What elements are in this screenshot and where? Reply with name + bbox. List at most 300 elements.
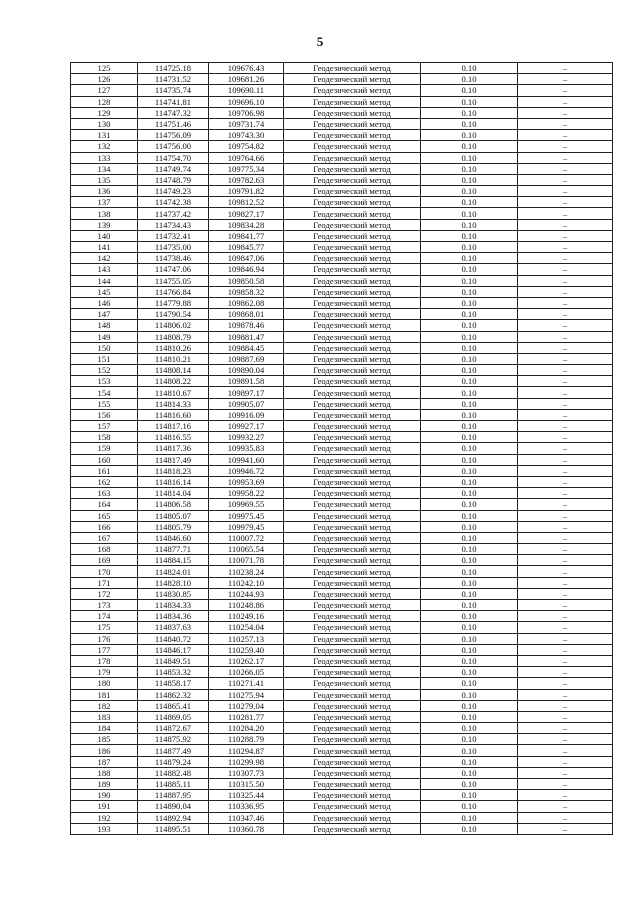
description-cell: – bbox=[518, 320, 613, 331]
accuracy-cell: 0.10 bbox=[421, 264, 518, 275]
table-row bbox=[71, 421, 613, 432]
x-coordinate-cell: 114756.00 bbox=[138, 141, 209, 152]
accuracy-cell: 0.10 bbox=[421, 387, 518, 398]
y-coordinate-cell: 110275.94 bbox=[209, 689, 284, 700]
table-row bbox=[71, 107, 613, 118]
point-number-cell: 165 bbox=[71, 510, 138, 521]
y-coordinate-cell: 109969.55 bbox=[209, 499, 284, 510]
accuracy-cell: 0.10 bbox=[421, 611, 518, 622]
method-cell: Геодезический метод bbox=[284, 711, 421, 722]
accuracy-cell: 0.10 bbox=[421, 756, 518, 767]
method-cell: Геодезический метод bbox=[284, 432, 421, 443]
method-cell: Геодезический метод bbox=[284, 242, 421, 253]
accuracy-cell: 0.10 bbox=[421, 655, 518, 666]
accuracy-cell: 0.10 bbox=[421, 242, 518, 253]
description-cell: – bbox=[518, 555, 613, 566]
y-coordinate-cell: 110248.86 bbox=[209, 600, 284, 611]
table-row bbox=[71, 432, 613, 443]
x-coordinate-cell: 114742.38 bbox=[138, 197, 209, 208]
description-cell: – bbox=[518, 353, 613, 364]
x-coordinate-cell: 114877.71 bbox=[138, 544, 209, 555]
point-number-cell: 148 bbox=[71, 320, 138, 331]
point-number-cell: 133 bbox=[71, 152, 138, 163]
description-cell: – bbox=[518, 779, 613, 790]
accuracy-cell: 0.10 bbox=[421, 96, 518, 107]
y-coordinate-cell: 109775.34 bbox=[209, 163, 284, 174]
description-cell: – bbox=[518, 476, 613, 487]
x-coordinate-cell: 114756.09 bbox=[138, 130, 209, 141]
x-coordinate-cell: 114853.32 bbox=[138, 667, 209, 678]
accuracy-cell: 0.10 bbox=[421, 622, 518, 633]
table-row bbox=[71, 745, 613, 756]
y-coordinate-cell: 109881.47 bbox=[209, 331, 284, 342]
description-cell: – bbox=[518, 186, 613, 197]
description-cell: – bbox=[518, 286, 613, 297]
method-cell: Геодезический метод bbox=[284, 152, 421, 163]
y-coordinate-cell: 110257.13 bbox=[209, 633, 284, 644]
description-cell: – bbox=[518, 756, 613, 767]
method-cell: Геодезический метод bbox=[284, 342, 421, 353]
table-row bbox=[71, 242, 613, 253]
x-coordinate-cell: 114810.21 bbox=[138, 353, 209, 364]
method-cell: Геодезический метод bbox=[284, 689, 421, 700]
point-number-cell: 160 bbox=[71, 454, 138, 465]
point-number-cell: 178 bbox=[71, 655, 138, 666]
y-coordinate-cell: 109935.83 bbox=[209, 443, 284, 454]
x-coordinate-cell: 114738.46 bbox=[138, 253, 209, 264]
x-coordinate-cell: 114806.02 bbox=[138, 320, 209, 331]
point-number-cell: 163 bbox=[71, 488, 138, 499]
point-number-cell: 184 bbox=[71, 723, 138, 734]
method-cell: Геодезический метод bbox=[284, 297, 421, 308]
point-number-cell: 147 bbox=[71, 309, 138, 320]
x-coordinate-cell: 114814.04 bbox=[138, 488, 209, 499]
point-number-cell: 129 bbox=[71, 107, 138, 118]
x-coordinate-cell: 114887.95 bbox=[138, 790, 209, 801]
method-cell: Геодезический метод bbox=[284, 700, 421, 711]
x-coordinate-cell: 114895.51 bbox=[138, 823, 209, 834]
x-coordinate-cell: 114846.17 bbox=[138, 644, 209, 655]
x-coordinate-cell: 114748.79 bbox=[138, 174, 209, 185]
accuracy-cell: 0.10 bbox=[421, 443, 518, 454]
accuracy-cell: 0.10 bbox=[421, 823, 518, 834]
x-coordinate-cell: 114885.11 bbox=[138, 779, 209, 790]
y-coordinate-cell: 109916.09 bbox=[209, 409, 284, 420]
x-coordinate-cell: 114808.14 bbox=[138, 365, 209, 376]
x-coordinate-cell: 114882.48 bbox=[138, 767, 209, 778]
table-row bbox=[71, 611, 613, 622]
point-number-cell: 192 bbox=[71, 812, 138, 823]
accuracy-cell: 0.10 bbox=[421, 163, 518, 174]
accuracy-cell: 0.10 bbox=[421, 141, 518, 152]
x-coordinate-cell: 114817.16 bbox=[138, 421, 209, 432]
method-cell: Геодезический метод bbox=[284, 812, 421, 823]
point-number-cell: 152 bbox=[71, 365, 138, 376]
accuracy-cell: 0.10 bbox=[421, 600, 518, 611]
y-coordinate-cell: 109731.74 bbox=[209, 118, 284, 129]
description-cell: – bbox=[518, 63, 613, 74]
method-cell: Геодезический метод bbox=[284, 532, 421, 543]
table-row bbox=[71, 465, 613, 476]
method-cell: Геодезический метод bbox=[284, 767, 421, 778]
y-coordinate-cell: 110347.46 bbox=[209, 812, 284, 823]
description-cell: – bbox=[518, 242, 613, 253]
accuracy-cell: 0.10 bbox=[421, 488, 518, 499]
method-cell: Геодезический метод bbox=[284, 600, 421, 611]
table-row bbox=[71, 532, 613, 543]
table-row bbox=[71, 130, 613, 141]
table-row bbox=[71, 767, 613, 778]
point-number-cell: 159 bbox=[71, 443, 138, 454]
description-cell: – bbox=[518, 454, 613, 465]
point-number-cell: 138 bbox=[71, 208, 138, 219]
point-number-cell: 179 bbox=[71, 667, 138, 678]
table-row bbox=[71, 644, 613, 655]
point-number-cell: 187 bbox=[71, 756, 138, 767]
accuracy-cell: 0.10 bbox=[421, 74, 518, 85]
description-cell: – bbox=[518, 488, 613, 499]
table-row bbox=[71, 678, 613, 689]
point-number-cell: 190 bbox=[71, 790, 138, 801]
point-number-cell: 176 bbox=[71, 633, 138, 644]
accuracy-cell: 0.10 bbox=[421, 331, 518, 342]
description-cell: – bbox=[518, 801, 613, 812]
method-cell: Геодезический метод bbox=[284, 331, 421, 342]
accuracy-cell: 0.10 bbox=[421, 320, 518, 331]
description-cell: – bbox=[518, 264, 613, 275]
x-coordinate-cell: 114805.07 bbox=[138, 510, 209, 521]
description-cell: – bbox=[518, 622, 613, 633]
point-number-cell: 132 bbox=[71, 141, 138, 152]
accuracy-cell: 0.10 bbox=[421, 745, 518, 756]
method-cell: Геодезический метод bbox=[284, 633, 421, 644]
table-row bbox=[71, 141, 613, 152]
accuracy-cell: 0.10 bbox=[421, 376, 518, 387]
description-cell: – bbox=[518, 230, 613, 241]
accuracy-cell: 0.10 bbox=[421, 588, 518, 599]
point-number-cell: 139 bbox=[71, 219, 138, 230]
description-cell: – bbox=[518, 465, 613, 476]
y-coordinate-cell: 110266.05 bbox=[209, 667, 284, 678]
x-coordinate-cell: 114810.26 bbox=[138, 342, 209, 353]
y-coordinate-cell: 110238.24 bbox=[209, 566, 284, 577]
table-row bbox=[71, 655, 613, 666]
y-coordinate-cell: 109696.10 bbox=[209, 96, 284, 107]
y-coordinate-cell: 109681.26 bbox=[209, 74, 284, 85]
accuracy-cell: 0.10 bbox=[421, 297, 518, 308]
x-coordinate-cell: 114817.36 bbox=[138, 443, 209, 454]
description-cell: – bbox=[518, 74, 613, 85]
table-row bbox=[71, 555, 613, 566]
method-cell: Геодезический метод bbox=[284, 74, 421, 85]
description-cell: – bbox=[518, 823, 613, 834]
method-cell: Геодезический метод bbox=[284, 219, 421, 230]
y-coordinate-cell: 110242.10 bbox=[209, 577, 284, 588]
accuracy-cell: 0.10 bbox=[421, 253, 518, 264]
description-cell: – bbox=[518, 197, 613, 208]
description-cell: – bbox=[518, 432, 613, 443]
y-coordinate-cell: 109932.27 bbox=[209, 432, 284, 443]
x-coordinate-cell: 114840.72 bbox=[138, 633, 209, 644]
description-cell: – bbox=[518, 577, 613, 588]
accuracy-cell: 0.10 bbox=[421, 342, 518, 353]
table-row bbox=[71, 544, 613, 555]
method-cell: Геодезический метод bbox=[284, 790, 421, 801]
y-coordinate-cell: 109850.58 bbox=[209, 275, 284, 286]
x-coordinate-cell: 114814.33 bbox=[138, 398, 209, 409]
description-cell: – bbox=[518, 566, 613, 577]
accuracy-cell: 0.10 bbox=[421, 678, 518, 689]
y-coordinate-cell: 110360.78 bbox=[209, 823, 284, 834]
description-cell: – bbox=[518, 600, 613, 611]
x-coordinate-cell: 114731.52 bbox=[138, 74, 209, 85]
accuracy-cell: 0.10 bbox=[421, 118, 518, 129]
x-coordinate-cell: 114869.05 bbox=[138, 711, 209, 722]
y-coordinate-cell: 109791.82 bbox=[209, 186, 284, 197]
y-coordinate-cell: 109690.11 bbox=[209, 85, 284, 96]
point-number-cell: 182 bbox=[71, 700, 138, 711]
table-row bbox=[71, 521, 613, 532]
table-row bbox=[71, 566, 613, 577]
y-coordinate-cell: 109975.45 bbox=[209, 510, 284, 521]
y-coordinate-cell: 110254.04 bbox=[209, 622, 284, 633]
method-cell: Геодезический метод bbox=[284, 387, 421, 398]
y-coordinate-cell: 109858.32 bbox=[209, 286, 284, 297]
point-number-cell: 161 bbox=[71, 465, 138, 476]
x-coordinate-cell: 114865.41 bbox=[138, 700, 209, 711]
accuracy-cell: 0.10 bbox=[421, 812, 518, 823]
method-cell: Геодезический метод bbox=[284, 107, 421, 118]
point-number-cell: 164 bbox=[71, 499, 138, 510]
accuracy-cell: 0.10 bbox=[421, 734, 518, 745]
y-coordinate-cell: 109979.45 bbox=[209, 521, 284, 532]
table-row bbox=[71, 320, 613, 331]
x-coordinate-cell: 114846.60 bbox=[138, 532, 209, 543]
point-number-cell: 162 bbox=[71, 476, 138, 487]
y-coordinate-cell: 109887.69 bbox=[209, 353, 284, 364]
method-cell: Геодезический метод bbox=[284, 365, 421, 376]
accuracy-cell: 0.10 bbox=[421, 790, 518, 801]
x-coordinate-cell: 114737.42 bbox=[138, 208, 209, 219]
description-cell: – bbox=[518, 532, 613, 543]
method-cell: Геодезический метод bbox=[284, 85, 421, 96]
accuracy-cell: 0.10 bbox=[421, 555, 518, 566]
table-row bbox=[71, 174, 613, 185]
accuracy-cell: 0.10 bbox=[421, 633, 518, 644]
point-number-cell: 172 bbox=[71, 588, 138, 599]
description-cell: – bbox=[518, 745, 613, 756]
accuracy-cell: 0.10 bbox=[421, 689, 518, 700]
y-coordinate-cell: 110307.73 bbox=[209, 767, 284, 778]
point-number-cell: 137 bbox=[71, 197, 138, 208]
x-coordinate-cell: 114892.94 bbox=[138, 812, 209, 823]
y-coordinate-cell: 110315.50 bbox=[209, 779, 284, 790]
y-coordinate-cell: 109676.43 bbox=[209, 63, 284, 74]
point-number-cell: 183 bbox=[71, 711, 138, 722]
table-row bbox=[71, 342, 613, 353]
description-cell: – bbox=[518, 387, 613, 398]
table-row bbox=[71, 96, 613, 107]
method-cell: Геодезический метод bbox=[284, 197, 421, 208]
accuracy-cell: 0.10 bbox=[421, 208, 518, 219]
description-cell: – bbox=[518, 376, 613, 387]
method-cell: Геодезический метод bbox=[284, 555, 421, 566]
table-row bbox=[71, 476, 613, 487]
y-coordinate-cell: 109862.08 bbox=[209, 297, 284, 308]
table-row bbox=[71, 264, 613, 275]
method-cell: Геодезический метод bbox=[284, 779, 421, 790]
y-coordinate-cell: 110249.16 bbox=[209, 611, 284, 622]
table-row bbox=[71, 353, 613, 364]
x-coordinate-cell: 114834.33 bbox=[138, 600, 209, 611]
method-cell: Геодезический метод bbox=[284, 208, 421, 219]
description-cell: – bbox=[518, 611, 613, 622]
point-number-cell: 158 bbox=[71, 432, 138, 443]
method-cell: Геодезический метод bbox=[284, 454, 421, 465]
method-cell: Геодезический метод bbox=[284, 174, 421, 185]
method-cell: Геодезический метод bbox=[284, 667, 421, 678]
table-row bbox=[71, 700, 613, 711]
table-row bbox=[71, 331, 613, 342]
description-cell: – bbox=[518, 711, 613, 722]
method-cell: Геодезический метод bbox=[284, 230, 421, 241]
table-row bbox=[71, 499, 613, 510]
point-number-cell: 156 bbox=[71, 409, 138, 420]
x-coordinate-cell: 114734.43 bbox=[138, 219, 209, 230]
method-cell: Геодезический метод bbox=[284, 398, 421, 409]
point-number-cell: 166 bbox=[71, 521, 138, 532]
description-cell: – bbox=[518, 365, 613, 376]
y-coordinate-cell: 110294.87 bbox=[209, 745, 284, 756]
y-coordinate-cell: 109845.77 bbox=[209, 242, 284, 253]
point-number-cell: 168 bbox=[71, 544, 138, 555]
method-cell: Геодезический метод bbox=[284, 823, 421, 834]
description-cell: – bbox=[518, 297, 613, 308]
y-coordinate-cell: 109834.28 bbox=[209, 219, 284, 230]
description-cell: – bbox=[518, 342, 613, 353]
accuracy-cell: 0.10 bbox=[421, 230, 518, 241]
y-coordinate-cell: 109841.77 bbox=[209, 230, 284, 241]
table-row bbox=[71, 454, 613, 465]
accuracy-cell: 0.10 bbox=[421, 365, 518, 376]
x-coordinate-cell: 114732.41 bbox=[138, 230, 209, 241]
method-cell: Геодезический метод bbox=[284, 745, 421, 756]
point-number-cell: 180 bbox=[71, 678, 138, 689]
point-number-cell: 154 bbox=[71, 387, 138, 398]
x-coordinate-cell: 114749.23 bbox=[138, 186, 209, 197]
point-number-cell: 153 bbox=[71, 376, 138, 387]
x-coordinate-cell: 114877.49 bbox=[138, 745, 209, 756]
method-cell: Геодезический метод bbox=[284, 577, 421, 588]
method-cell: Геодезический метод bbox=[284, 63, 421, 74]
method-cell: Геодезический метод bbox=[284, 130, 421, 141]
accuracy-cell: 0.10 bbox=[421, 63, 518, 74]
x-coordinate-cell: 114747.06 bbox=[138, 264, 209, 275]
description-cell: – bbox=[518, 644, 613, 655]
accuracy-cell: 0.10 bbox=[421, 186, 518, 197]
point-number-cell: 185 bbox=[71, 734, 138, 745]
method-cell: Геодезический метод bbox=[284, 476, 421, 487]
method-cell: Геодезический метод bbox=[284, 264, 421, 275]
accuracy-cell: 0.10 bbox=[421, 219, 518, 230]
accuracy-cell: 0.10 bbox=[421, 152, 518, 163]
method-cell: Геодезический метод bbox=[284, 186, 421, 197]
method-cell: Геодезический метод bbox=[284, 353, 421, 364]
x-coordinate-cell: 114725.18 bbox=[138, 63, 209, 74]
method-cell: Геодезический метод bbox=[284, 488, 421, 499]
y-coordinate-cell: 109941.60 bbox=[209, 454, 284, 465]
description-cell: – bbox=[518, 163, 613, 174]
description-cell: – bbox=[518, 141, 613, 152]
accuracy-cell: 0.10 bbox=[421, 421, 518, 432]
point-number-cell: 141 bbox=[71, 242, 138, 253]
x-coordinate-cell: 114806.58 bbox=[138, 499, 209, 510]
description-cell: – bbox=[518, 96, 613, 107]
accuracy-cell: 0.10 bbox=[421, 409, 518, 420]
description-cell: – bbox=[518, 219, 613, 230]
y-coordinate-cell: 109846.94 bbox=[209, 264, 284, 275]
x-coordinate-cell: 114735.00 bbox=[138, 242, 209, 253]
method-cell: Геодезический метод bbox=[284, 510, 421, 521]
x-coordinate-cell: 114735.74 bbox=[138, 85, 209, 96]
table-row bbox=[71, 600, 613, 611]
table-row bbox=[71, 734, 613, 745]
method-cell: Геодезический метод bbox=[284, 499, 421, 510]
accuracy-cell: 0.10 bbox=[421, 476, 518, 487]
table-row bbox=[71, 790, 613, 801]
point-number-cell: 170 bbox=[71, 566, 138, 577]
y-coordinate-cell: 110284.20 bbox=[209, 723, 284, 734]
point-number-cell: 181 bbox=[71, 689, 138, 700]
x-coordinate-cell: 114828.10 bbox=[138, 577, 209, 588]
x-coordinate-cell: 114830.85 bbox=[138, 588, 209, 599]
y-coordinate-cell: 109847.06 bbox=[209, 253, 284, 264]
table-row bbox=[71, 309, 613, 320]
x-coordinate-cell: 114808.79 bbox=[138, 331, 209, 342]
point-number-cell: 189 bbox=[71, 779, 138, 790]
table-row bbox=[71, 756, 613, 767]
method-cell: Геодезический метод bbox=[284, 756, 421, 767]
x-coordinate-cell: 114849.51 bbox=[138, 655, 209, 666]
x-coordinate-cell: 114779.88 bbox=[138, 297, 209, 308]
point-number-cell: 193 bbox=[71, 823, 138, 834]
description-cell: – bbox=[518, 521, 613, 532]
x-coordinate-cell: 114817.49 bbox=[138, 454, 209, 465]
y-coordinate-cell: 110244.93 bbox=[209, 588, 284, 599]
description-cell: – bbox=[518, 689, 613, 700]
method-cell: Геодезический метод bbox=[284, 163, 421, 174]
point-number-cell: 134 bbox=[71, 163, 138, 174]
description-cell: – bbox=[518, 588, 613, 599]
point-number-cell: 145 bbox=[71, 286, 138, 297]
x-coordinate-cell: 114875.92 bbox=[138, 734, 209, 745]
accuracy-cell: 0.10 bbox=[421, 309, 518, 320]
point-number-cell: 127 bbox=[71, 85, 138, 96]
y-coordinate-cell: 109953.69 bbox=[209, 476, 284, 487]
accuracy-cell: 0.10 bbox=[421, 566, 518, 577]
x-coordinate-cell: 114754.70 bbox=[138, 152, 209, 163]
accuracy-cell: 0.10 bbox=[421, 130, 518, 141]
x-coordinate-cell: 114824.01 bbox=[138, 566, 209, 577]
accuracy-cell: 0.10 bbox=[421, 85, 518, 96]
y-coordinate-cell: 109754.82 bbox=[209, 141, 284, 152]
description-cell: – bbox=[518, 767, 613, 778]
y-coordinate-cell: 110325.44 bbox=[209, 790, 284, 801]
y-coordinate-cell: 110007.72 bbox=[209, 532, 284, 543]
method-cell: Геодезический метод bbox=[284, 588, 421, 599]
description-cell: – bbox=[518, 208, 613, 219]
y-coordinate-cell: 110262.17 bbox=[209, 655, 284, 666]
